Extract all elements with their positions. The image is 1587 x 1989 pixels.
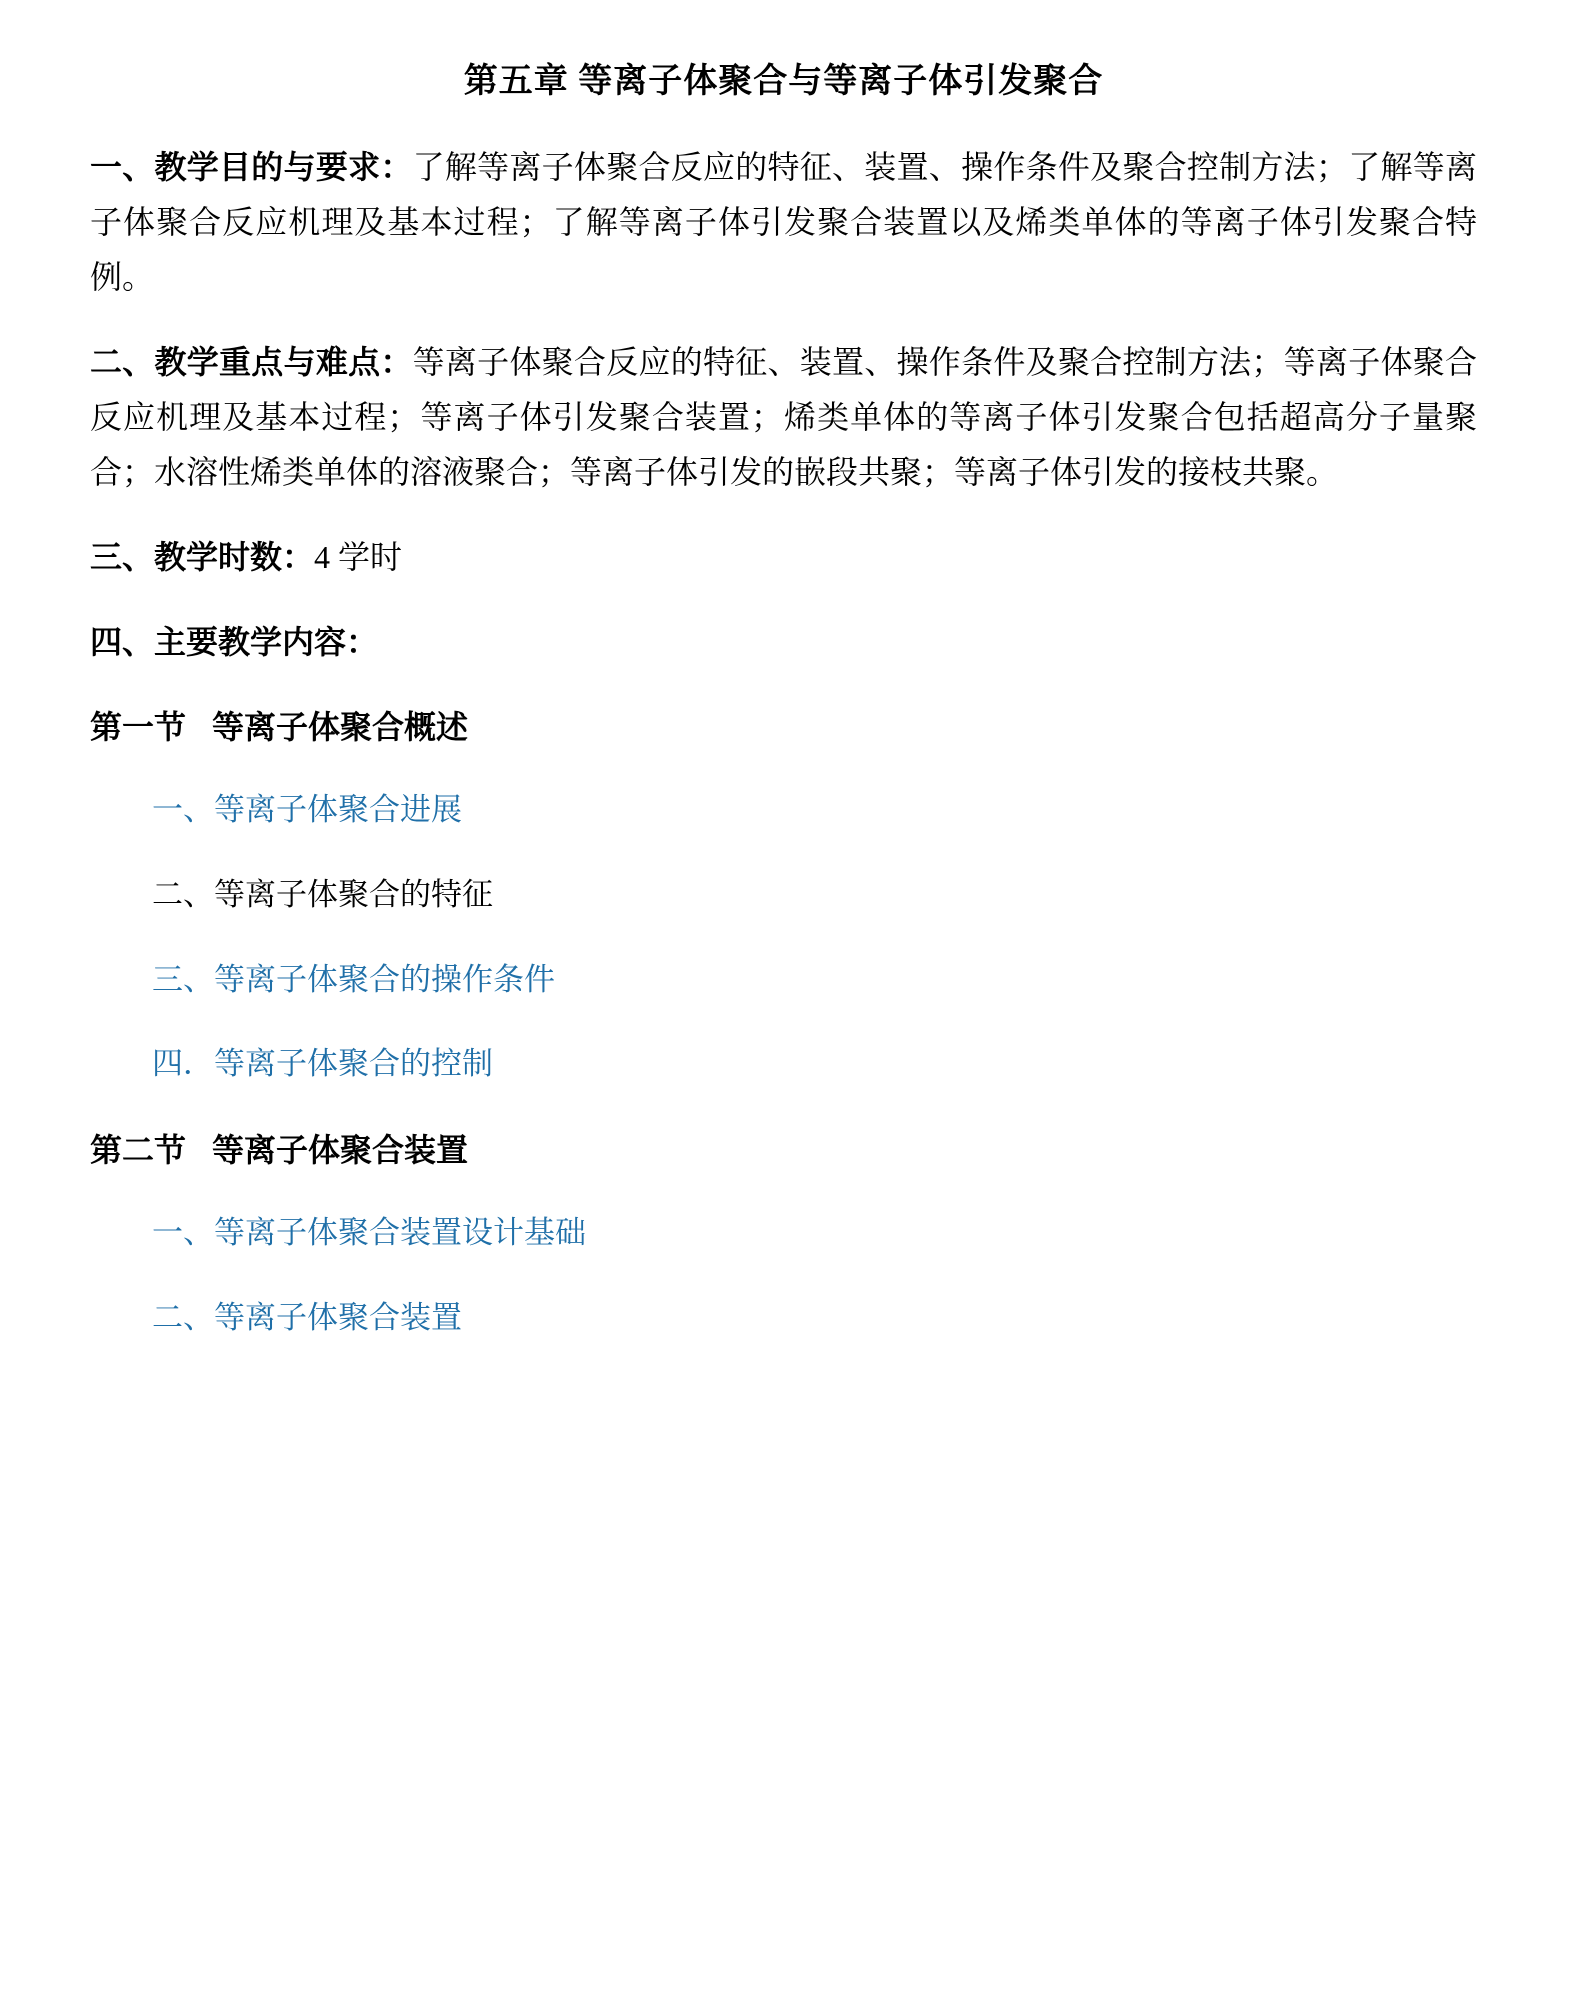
toc-item-2-1[interactable]: 一、等离子体聚合装置设计基础 [152,1215,586,1251]
section-title: 等离子体聚合概述 [212,708,469,745]
paragraph-key-points [90,335,1477,500]
section-number: 第一节 [90,708,187,745]
page-title: 第五章 等离子体聚合与等离子体引发聚合 [463,63,1104,100]
paragraph-lead: 二、教学重点与难点： [90,343,413,380]
section-heading-1 [90,700,1477,754]
toc-item-1-4[interactable]: 四．等离子体聚合的控制 [152,1046,493,1082]
toc-item-1-3[interactable]: 三、等离子体聚合的操作条件 [152,961,555,997]
paragraph-body: 等离子体聚合反应的特征、装置、操作条件及聚合控制方法；等离子体聚合反应机理及基本过程；等离子体引发聚合装置；烯类单体的等离子体引发聚合包括超高分子量聚合；水溶性烯类单体的溶液聚合；等离子体引发的嵌段共聚；等离子体引发的接枝共聚。 [90,343,1477,490]
paragraph-lead: 四、主要教学内容： [90,623,379,660]
section-title: 等离子体聚合装置 [212,1131,469,1168]
section-number: 第二节 [90,1131,187,1168]
paragraph-teaching-hours [90,530,1477,585]
paragraph-lead: 三、教学时数： [90,538,315,575]
toc-item-2-2[interactable]: 二、等离子体聚合装置 [152,1300,462,1336]
paragraph-teaching-objectives [90,140,1477,305]
paragraph-main-content [90,615,1477,670]
section-heading-2 [90,1123,1477,1177]
paragraph-lead: 一、教学目的与要求： [90,148,413,185]
toc-item-1-2: 二、等离子体聚合的特征 [152,876,493,912]
paragraph-body: 了解等离子体聚合反应的特征、装置、操作条件及聚合控制方法；了解等离子体聚合反应机理及基本过程；了解等离子体引发聚合装置以及烯类单体的等离子体引发聚合特例。 [90,148,1477,295]
toc-item-1-1[interactable]: 一、等离子体聚合进展 [152,792,462,828]
paragraph-body: 4 学时 [314,538,403,575]
